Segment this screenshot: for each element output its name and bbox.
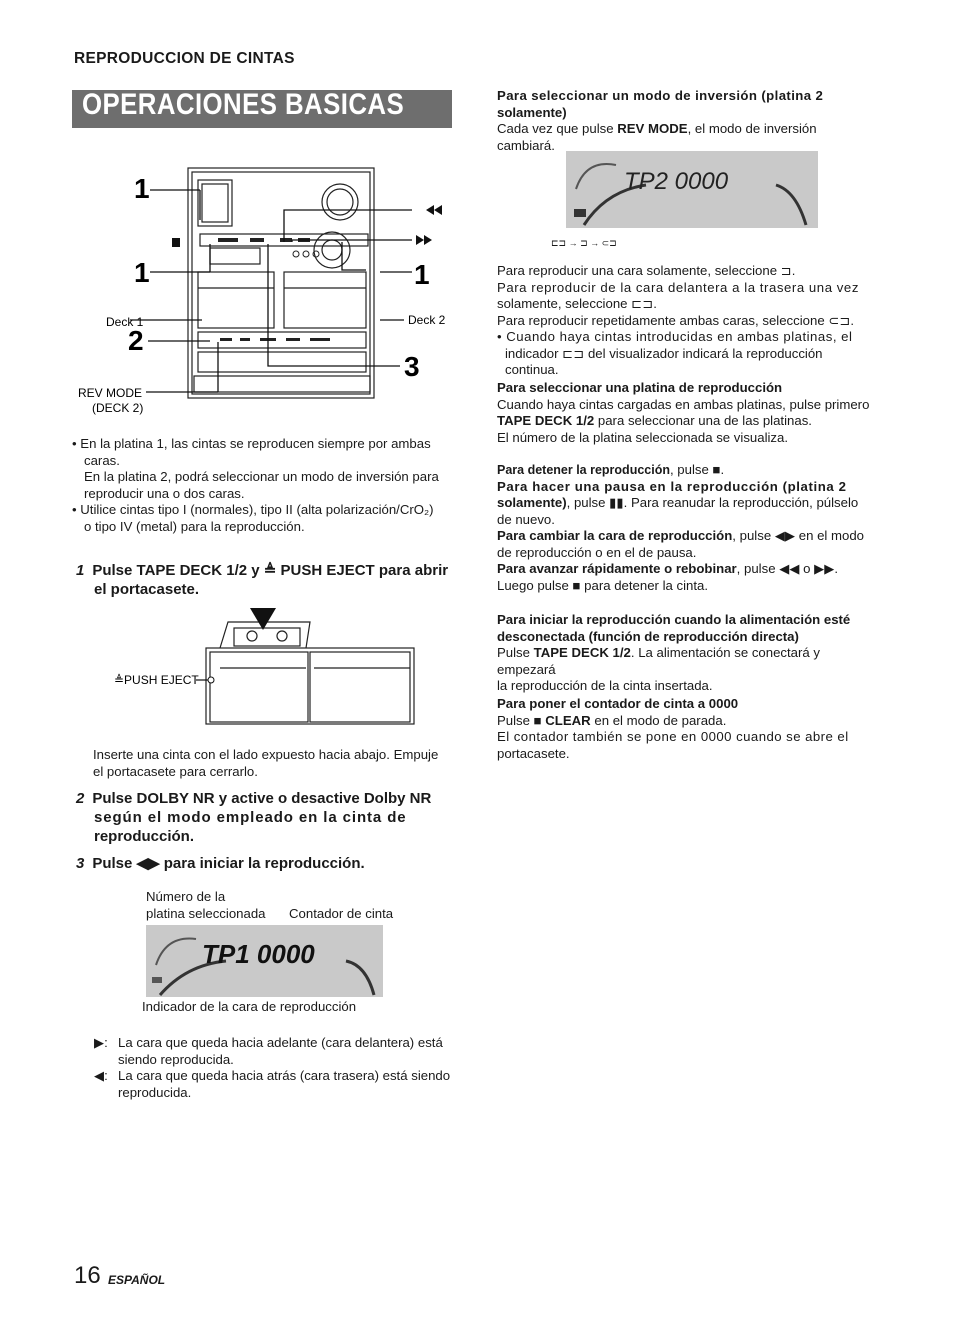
bullet-2-line-b: o tipo IV (metal) para la reproducción. [84, 518, 305, 534]
bullet-1-line-a: • En la platina 1, las cintas se reproducen siempre por ambas [72, 436, 431, 451]
page-language: ESPAÑOL [108, 1273, 166, 1287]
reverse-side-icon: ◀: [94, 1068, 108, 1083]
callout-3: 3 [404, 351, 420, 382]
rev-mode-title-a: Para seleccionar un modo de inversión (platina 2 [497, 88, 824, 103]
stop-instruction: Para detener la reproducción, pulse ■. [497, 462, 725, 477]
rewind-icon [426, 205, 442, 215]
callout-1-right: 1 [414, 259, 430, 290]
pause-instruction-c: de nuevo. [497, 511, 555, 527]
step-3-title: Pulse ◀▶ para iniciar la reproducción. [92, 855, 365, 872]
bullet-2-line-a: • Utilice cintas tipo I (normales), tipo II (alta polarización/CrO₂) [72, 502, 434, 517]
rev-mode-sub-label: (DECK 2) [92, 401, 144, 415]
step-2-title-c: reproducción. [94, 828, 195, 845]
rev-mode-title-b: solamente) [497, 104, 567, 120]
step-1-title-a: Pulse TAPE DECK 1/2 y ≜ PUSH EJECT para abrir [92, 562, 449, 579]
step-3-number: 3 [76, 855, 85, 872]
rev-p4-a: • Cuando haya cintas introducidas en ambas platinas, el [497, 329, 853, 344]
pause-title-a: Para hacer una pausa en la reproducción (platina 2 [497, 478, 847, 494]
push-eject-diagram [110, 608, 430, 730]
counter-reset-text-c: portacasete. [497, 745, 570, 761]
insert-arrow-icon [250, 608, 276, 630]
select-deck-p2: TAPE DECK 1/2 para seleccionar una de las platinas. [497, 413, 812, 428]
ff-rew-instruction-b: Luego pulse ■ para detener la cinta. [497, 577, 709, 593]
step-2-title-a: Pulse DOLBY NR y active o desactive Dolby NR [92, 790, 432, 807]
bullet-1-line-d: reproducir una o dos caras. [84, 485, 245, 501]
deck1-label: Deck 1 [106, 315, 144, 329]
change-side-instruction: Para cambiar la cara de reproducción, pulse ◀▶ en el modo [497, 528, 865, 543]
callout-1-top: 1 [134, 173, 150, 204]
step-2-number: 2 [76, 790, 85, 807]
insert-line-b: el portacasete para cerrarlo. [93, 763, 258, 779]
rev-mode-label: REV MODE [78, 386, 143, 400]
page-title: OPERACIONES BASICAS [82, 88, 405, 121]
bullet-1-line-c: En la platina 2, podrá seleccionar un modo de inversión para [84, 469, 439, 484]
rev-p2-b: solamente, seleccione ⊏⊐. [497, 296, 657, 311]
change-side-instruction-b: de reproducción o en el de pausa. [497, 544, 697, 560]
legend-2-line-b: reproducida. [118, 1084, 192, 1100]
rev-p4-b: indicador ⊏⊐ del visualizador indicará la reproducción continua. [505, 345, 823, 377]
forward-side-icon: ▶: [94, 1035, 108, 1050]
insert-line-a: Inserte una cinta con el lado expuesto hacia abajo. Empuje [93, 747, 439, 762]
fig3-label-side: Indicador de la cara de reproducción [142, 999, 357, 1014]
rev-mode-text: Cada vez que pulse REV MODE, el modo de inversión cambiará. [497, 121, 817, 153]
section-header: REPRODUCCION DE CINTAS [74, 50, 295, 67]
select-deck-title: Para seleccionar una platina de reproducción [497, 380, 783, 395]
direct-play-text-b: la reproducción de la cinta insertada. [497, 678, 713, 693]
lcd-display-deck2 [566, 151, 818, 228]
system-front-panel-diagram [70, 160, 460, 420]
step-1-title-b: el portacasete. [94, 581, 200, 598]
fig3-label-deck-b: platina seleccionada [146, 906, 266, 921]
push-eject-label: ≜PUSH EJECT [114, 673, 199, 687]
step-1-number: 1 [76, 562, 85, 579]
direct-play-title-b: desconectada (función de reproducción directa) [497, 628, 799, 644]
ff-rew-instruction: Para avanzar rápidamente o rebobinar, pulse ◀◀ o ▶▶. [497, 561, 839, 576]
step-2-title-b: según el modo empleado en la cinta de [94, 809, 407, 826]
page-number: 16 [74, 1262, 101, 1289]
lcd-display-deck1 [146, 925, 383, 997]
counter-reset-text-b: El contador también se pone en 0000 cuando se abre el [497, 729, 849, 744]
rev-p1: Para reproducir una cara solamente, seleccione ⊐. [497, 263, 796, 278]
counter-reset-text: Pulse ■ CLEAR en el modo de parada. [497, 712, 727, 728]
select-deck-p1: Cuando haya cintas cargadas en ambas platinas, pulse primero [497, 396, 870, 412]
legend-2-line-a: La cara que queda hacia atrás (cara trasera) está siendo [118, 1068, 451, 1083]
direct-play-text: Pulse TAPE DECK 1/2. La alimentación se conectará y empezará [497, 645, 821, 677]
bullet-1-line-b: caras. [84, 452, 120, 468]
rev-p3: Para reproducir repetidamente ambas caras, seleccione ⊂⊐. [497, 312, 855, 328]
lcd-text-deck2: TP2 0000 [624, 168, 729, 195]
legend-1-line-b: siendo reproducida. [118, 1051, 234, 1067]
counter-reset-title: Para poner el contador de cinta a 0000 [497, 696, 739, 711]
deck2-label: Deck 2 [408, 313, 446, 327]
callout-2: 2 [128, 325, 144, 356]
push-eject-button [208, 677, 214, 683]
callout-1-left: 1 [134, 257, 150, 288]
select-deck-p3: El número de la platina seleccionada se visualiza. [497, 429, 789, 445]
legend-1-line-a: La cara que queda hacia adelante (cara delantera) está [118, 1035, 443, 1050]
rev-mode-sequence: ⊏⊐ → ⊐ → ⊂⊐ [551, 238, 617, 248]
fig3-label-counter: Contador de cinta [289, 906, 394, 921]
direct-play-title-a: Para iniciar la reproducción cuando la alimentación esté [497, 612, 851, 627]
lcd-text-deck1: TP1 0000 [202, 939, 315, 969]
fig3-label-deck-a: Número de la [146, 889, 226, 904]
stop-icon [172, 238, 180, 247]
rev-p2-a: Para reproducir de la cara delantera a la trasera una vez [497, 279, 859, 295]
pause-instruction: solamente), pulse ▮▮. Para reanudar la reproducción, púlselo [497, 495, 859, 510]
fast-forward-icon [416, 235, 432, 245]
